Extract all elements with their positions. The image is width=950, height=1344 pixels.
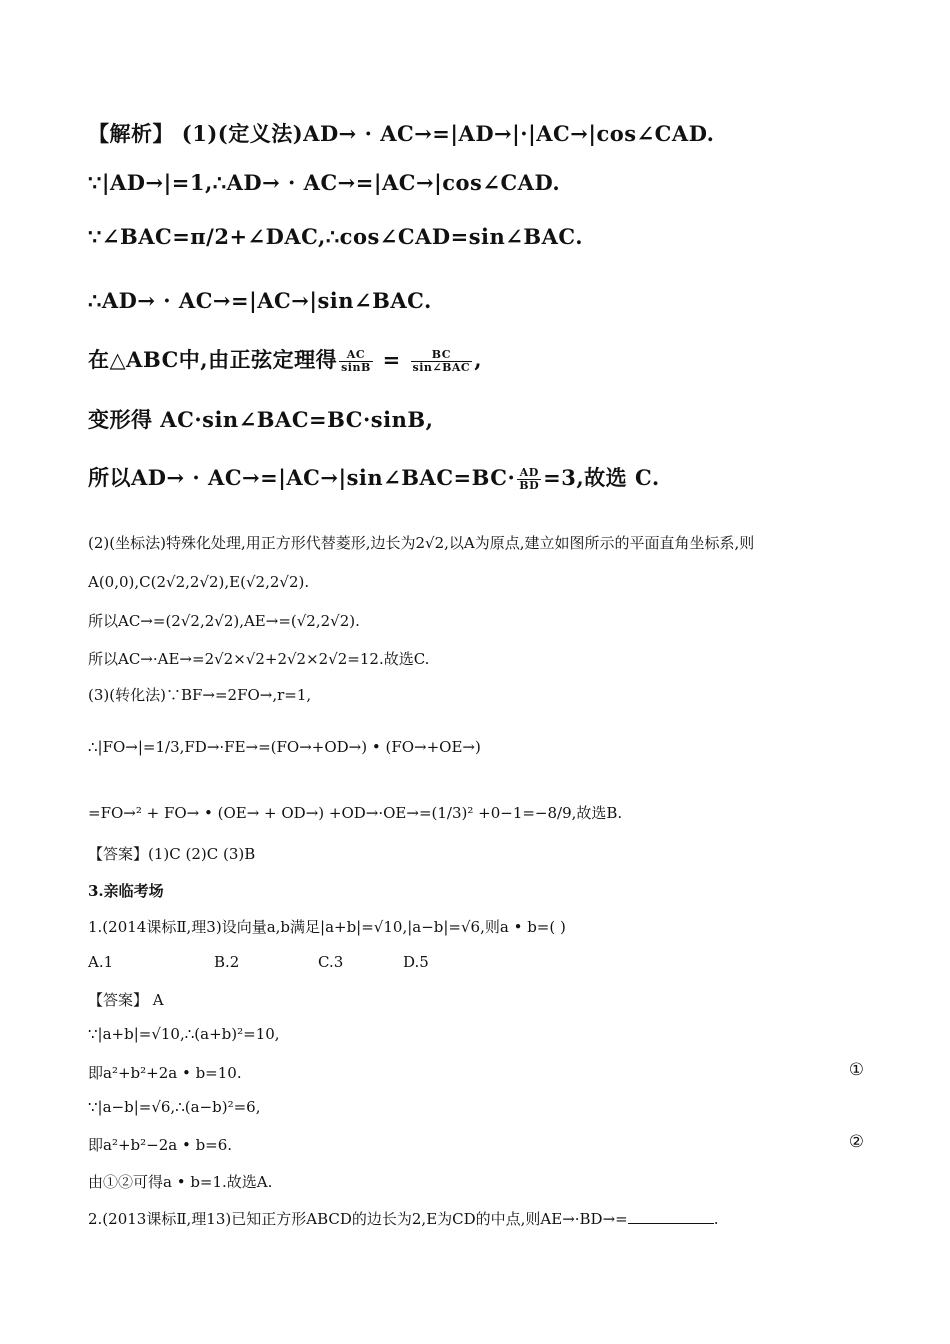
solution-line-5 (88, 344, 482, 374)
part3-line-1: (3)(转化法)∵BF→=2FO→,r=1, (88, 686, 312, 704)
part2-line-3: 所以AC→=(2√2,2√2),AE→=(√2,2√2). (88, 612, 360, 630)
q1-option-a: A.1 (88, 953, 114, 971)
q2-end: . (713, 1210, 719, 1228)
q2-stem-text: 2.(2013课标Ⅱ,理13)已知正方形ABCD的边长为2,E为CD的中点,则AE→·BD→= (88, 1210, 628, 1228)
fraction-numerator: AD (517, 467, 541, 480)
solution-line-2: ∵|AD→|=1,∴AD→ · AC→=|AC→|cos∠CAD. (88, 170, 561, 195)
part3-line-2: ∴|FO→|=1/3,FD→·FE→=(FO→+OD→) • (FO→+OE→) (88, 738, 481, 756)
part2-line-2: A(0,0),C(2√2,2√2),E(√2,2√2). (88, 573, 310, 591)
q1-step-4: 即a²+b²−2a • b=6. (88, 1136, 233, 1154)
q1-step-3: ∵|a−b|=√6,∴(a−b)²=6, (88, 1098, 261, 1116)
solution-line-6: 变形得 AC·sin∠BAC=BC·sinB, (88, 407, 434, 432)
fraction-denominator: BD (519, 479, 540, 492)
solution-line-3: ∵∠BAC=π/2+∠DAC,∴cos∠CAD=sin∠BAC. (88, 224, 584, 249)
solution-line-1: 【解析】 (1)(定义法)AD→ · AC→=|AD→|·|AC→|cos∠CAD. (88, 121, 715, 146)
answer-blank (628, 1209, 714, 1224)
solution-line-7 (88, 462, 660, 492)
solution-line-7-end: =3,故选 C. (543, 465, 660, 490)
section-title: 3.亲临考场 (88, 882, 164, 900)
equals-sign: = (374, 347, 409, 372)
fraction-bc-sinbac (411, 349, 473, 374)
solution-line-5-text: 在△ABC中,由正弦定理得 (88, 347, 338, 372)
answer-line: 【答案】(1)C (2)C (3)B (88, 845, 256, 863)
q1-option-d: D.5 (403, 953, 429, 971)
fraction-numerator: AC (339, 349, 373, 362)
solution-line-4: ∴AD→ · AC→=|AC→|sin∠BAC. (88, 288, 432, 313)
part3-line-3: =FO→² + FO→ • (OE→ + OD→) +OD→·OE→=(1/3)² +0−1=−8/9,故选B. (88, 804, 623, 822)
q1-option-b: B.2 (214, 953, 240, 971)
comma: , (474, 347, 482, 372)
q1-step-2: 即a²+b²+2a • b=10. (88, 1064, 242, 1082)
fraction-denominator: sin∠BAC (412, 361, 471, 374)
fraction-ad-bd (517, 467, 541, 492)
q1-step-1: ∵|a+b|=√10,∴(a+b)²=10, (88, 1025, 280, 1043)
q1-step-5: 由①②可得a • b=1.故选A. (88, 1173, 273, 1191)
q2-stem (88, 1208, 719, 1229)
q1-stem: 1.(2014课标Ⅱ,理3)设向量a,b满足|a+b|=√10,|a−b|=√6,则a • b=( ) (88, 918, 566, 936)
fraction-numerator: BC (411, 349, 473, 362)
q1-answer: 【答案】 A (88, 991, 164, 1009)
part2-line-4: 所以AC→·AE→=2√2×√2+2√2×2√2=12.故选C. (88, 650, 430, 668)
solution-line-7-text: 所以AD→ · AC→=|AC→|sin∠BAC=BC· (88, 465, 516, 490)
fraction-denominator: sinB (341, 361, 371, 374)
fraction-ac-sinb (339, 349, 373, 374)
q1-option-c: C.3 (318, 953, 344, 971)
circled-number-1: ① (848, 1060, 864, 1080)
part2-line-1: (2)(坐标法)特殊化处理,用正方形代替菱形,边长为2√2,以A为原点,建立如图所示的平面直角坐标系,则 (88, 534, 755, 552)
circled-number-2: ② (848, 1132, 864, 1152)
